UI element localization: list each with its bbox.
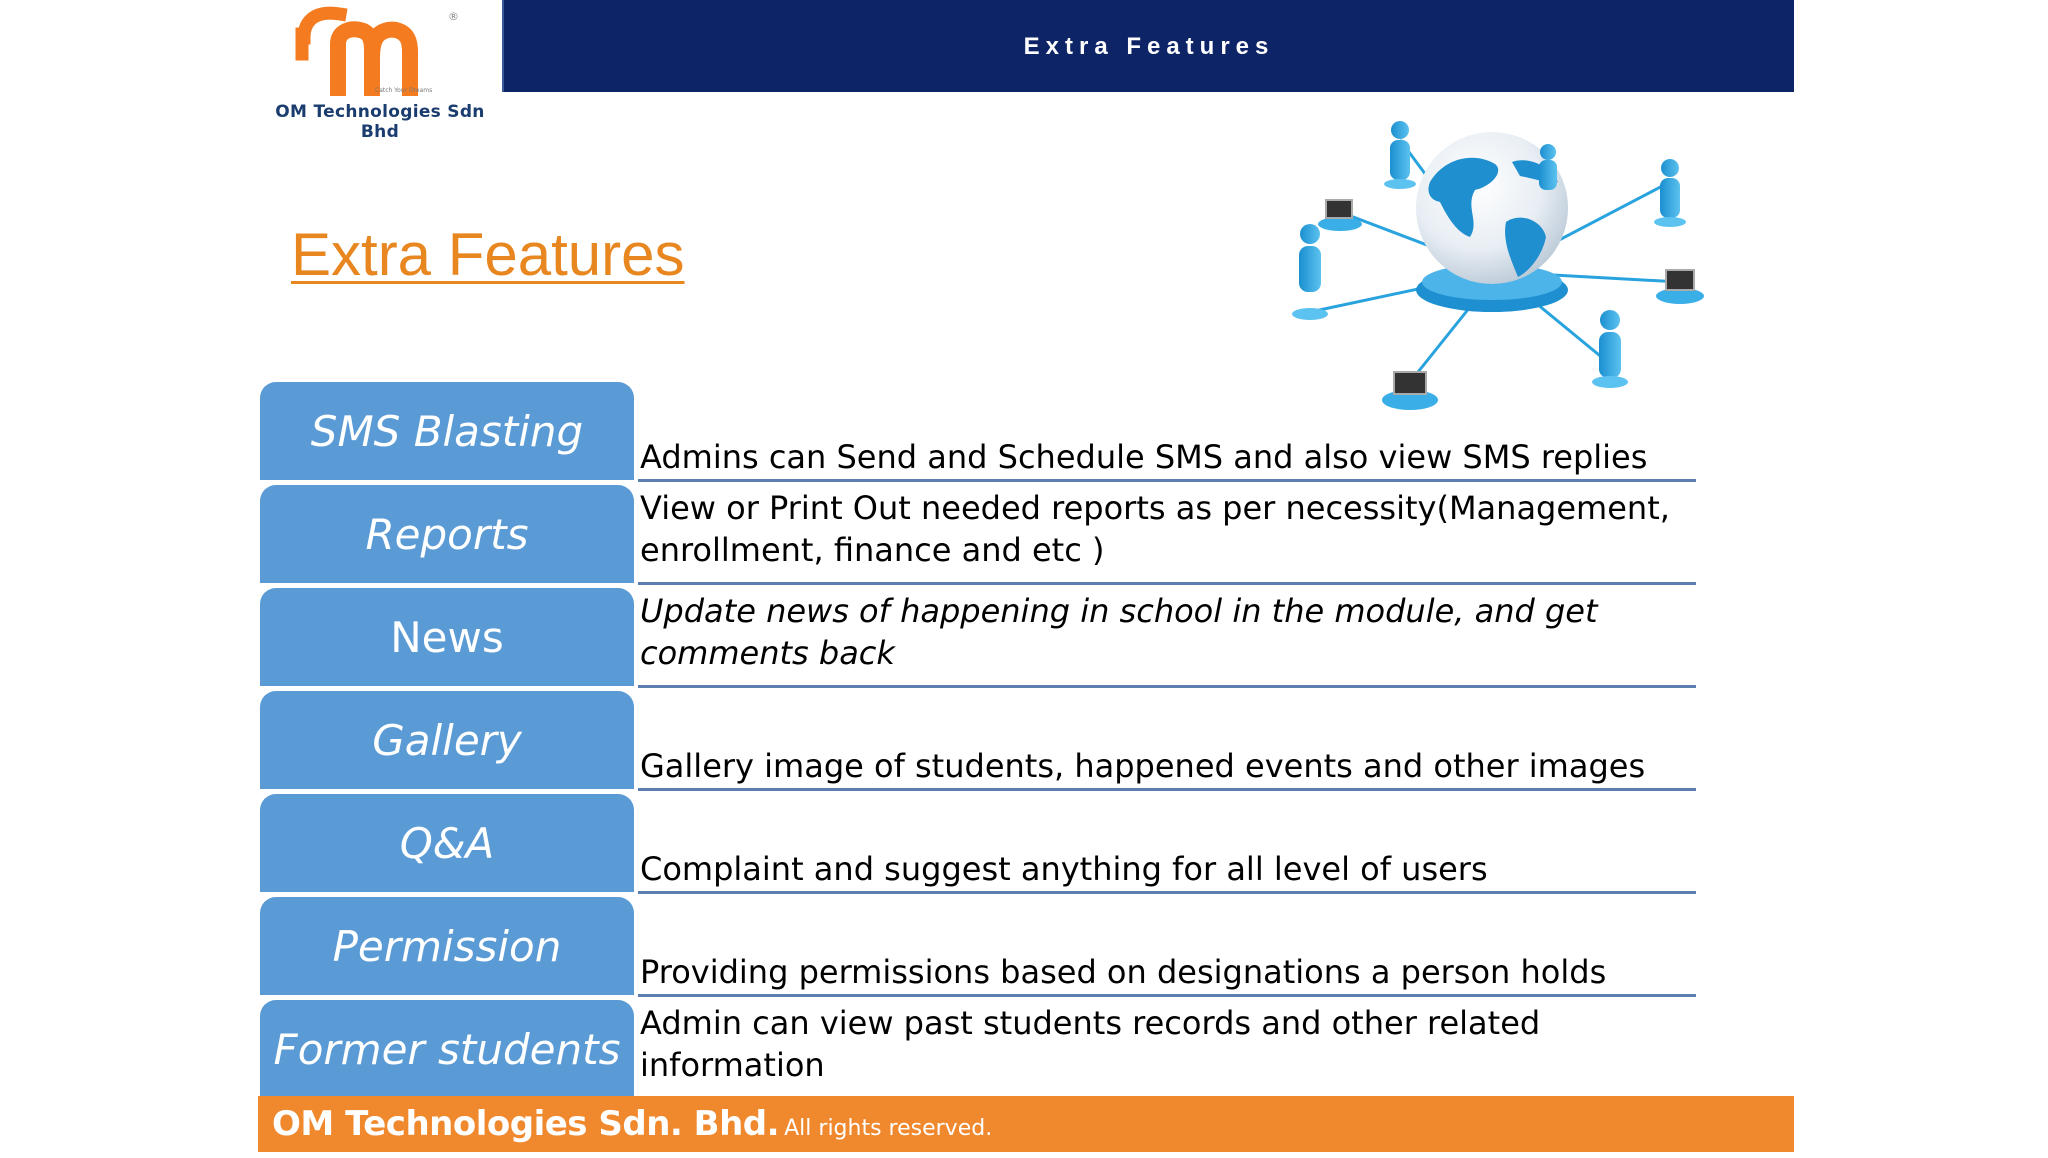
feature-row-gallery xyxy=(260,691,1696,791)
feature-row-permission xyxy=(260,897,1696,997)
feature-description: Update news of happening in school in the module, and get comments back xyxy=(640,592,1598,672)
footer-bar xyxy=(258,1096,1794,1152)
feature-label: News xyxy=(260,588,634,686)
feature-description: Admins can Send and Schedule SMS and also view SMS replies xyxy=(640,438,1648,476)
company-logo xyxy=(258,0,502,142)
row-divider xyxy=(638,685,1696,688)
feature-description: Complaint and suggest anything for all level of users xyxy=(640,850,1488,888)
feature-label: Q&A xyxy=(260,794,634,892)
row-divider xyxy=(638,891,1696,894)
section-title: Extra Features xyxy=(291,221,685,288)
feature-description: Gallery image of students, happened events and other images xyxy=(640,747,1646,785)
row-divider xyxy=(638,582,1696,585)
logo-company-name: OM Technologies Sdn Bhd xyxy=(275,102,485,142)
header-bar xyxy=(502,0,1794,92)
feature-description: Providing permissions based on designations a person holds xyxy=(640,953,1607,991)
feature-row-sms-blasting xyxy=(260,382,1696,482)
logo-tagline: Catch Your Dreams xyxy=(375,87,433,94)
feature-row-qa xyxy=(260,794,1696,894)
feature-row-former-students xyxy=(260,1000,1696,1100)
feature-description: View or Print Out needed reports as per necessity(Management, enrollment, finance and etc ) xyxy=(640,489,1670,569)
feature-label: Gallery xyxy=(260,691,634,789)
slide xyxy=(258,0,1794,1152)
feature-row-news xyxy=(260,588,1696,688)
feature-description: Admin can view past students records and other related information xyxy=(640,1004,1541,1084)
feature-label: Permission xyxy=(260,897,634,995)
row-divider xyxy=(638,994,1696,997)
registered-mark: ® xyxy=(448,10,459,23)
header-title: Extra Features xyxy=(1023,33,1275,60)
row-divider xyxy=(638,479,1696,482)
om-logo-icon xyxy=(258,0,502,100)
footer-rights: All rights reserved. xyxy=(784,1116,993,1141)
footer-text xyxy=(272,1096,992,1152)
feature-label: Former students xyxy=(260,1000,634,1098)
row-divider xyxy=(638,788,1696,791)
feature-row-reports xyxy=(260,485,1696,585)
feature-label: SMS Blasting xyxy=(260,382,634,480)
feature-label: Reports xyxy=(260,485,634,583)
footer-company: OM Technologies Sdn. Bhd. xyxy=(272,1104,780,1144)
